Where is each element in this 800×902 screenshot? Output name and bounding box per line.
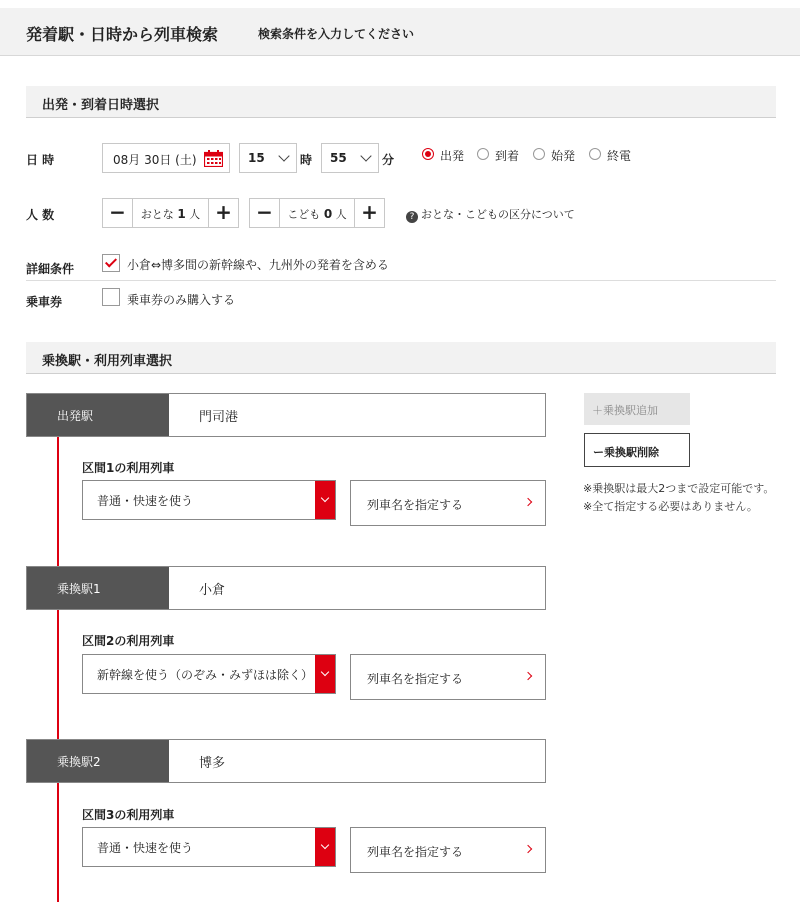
question-circle-icon: ? bbox=[406, 211, 418, 223]
radio-label: 到着 bbox=[495, 149, 520, 163]
train-type-select[interactable] bbox=[82, 480, 336, 520]
minute-unit: 分 bbox=[382, 153, 395, 167]
chevron-down-icon bbox=[360, 150, 371, 161]
segment-title: 区間2の利用列車 bbox=[82, 634, 175, 648]
ticket-only-checkbox-label[interactable]: 乗車券のみ購入する bbox=[127, 293, 236, 307]
transfer-note-optional: ※全て指定する必要はありません。 bbox=[583, 500, 758, 513]
child-count: 0 bbox=[323, 207, 333, 221]
remove-transfer-station-button[interactable]: ー乗換駅削除 bbox=[584, 433, 690, 467]
specify-train-label: 列車名を指定する bbox=[367, 845, 464, 859]
radio-circle[interactable] bbox=[533, 148, 545, 160]
people-label: 人 数 bbox=[26, 208, 55, 222]
adult-label: おとな bbox=[140, 208, 174, 221]
departure-station-field[interactable] bbox=[26, 393, 546, 437]
checkmark-icon bbox=[105, 255, 117, 267]
chevron-right-icon bbox=[524, 498, 532, 506]
route-line bbox=[57, 437, 59, 567]
help-text: おとな・こどもの区分について bbox=[421, 208, 575, 221]
child-minus-button[interactable]: − bbox=[250, 199, 280, 227]
hour-unit: 時 bbox=[300, 153, 313, 167]
section-datetime-title: 出発・到着日時選択 bbox=[42, 98, 160, 113]
train-type-value: 新幹線を使う（のぞみ・みずほは除く） bbox=[97, 668, 314, 682]
minute-value: 55 bbox=[330, 151, 347, 165]
page-header bbox=[0, 8, 800, 56]
page-title: 発着駅・日時から列車検索 bbox=[26, 25, 219, 44]
ticket-label: 乗車券 bbox=[26, 295, 63, 309]
transfer-note-max: ※乗換駅は最大2つまで設定可能です。 bbox=[583, 482, 775, 495]
route-line bbox=[57, 783, 59, 902]
hour-value: 15 bbox=[248, 151, 265, 165]
child-count-display bbox=[280, 206, 354, 222]
train-type-select[interactable] bbox=[82, 654, 336, 694]
segment-title: 区間3の利用列車 bbox=[82, 808, 175, 822]
specify-train-button[interactable] bbox=[350, 480, 546, 526]
minute-select[interactable] bbox=[321, 143, 379, 173]
details-label: 詳細条件 bbox=[26, 262, 75, 276]
date-picker[interactable] bbox=[102, 143, 230, 173]
radio-circle[interactable] bbox=[589, 148, 601, 160]
station-label: 乗換駅1 bbox=[27, 567, 169, 609]
specify-train-button[interactable] bbox=[350, 654, 546, 700]
ticket-only-checkbox[interactable] bbox=[102, 288, 120, 306]
age-category-help-link[interactable] bbox=[406, 206, 575, 223]
add-transfer-station-button[interactable]: ＋乗換駅追加 bbox=[584, 393, 690, 425]
radio-label: 始発 bbox=[551, 149, 576, 163]
radio-circle[interactable] bbox=[477, 148, 489, 160]
calendar-icon[interactable] bbox=[204, 150, 223, 167]
train-type-select[interactable] bbox=[82, 827, 336, 867]
adult-plus-button[interactable]: + bbox=[208, 199, 238, 227]
train-type-value: 普通・快速を使う bbox=[97, 841, 194, 855]
adult-minus-button[interactable]: − bbox=[103, 199, 133, 227]
route-line bbox=[57, 610, 59, 740]
radio-label: 終電 bbox=[607, 149, 632, 163]
specify-train-button[interactable] bbox=[350, 827, 546, 873]
details-checkbox[interactable] bbox=[102, 254, 120, 272]
page-subtitle: 検索条件を入力してください bbox=[258, 27, 415, 41]
specify-train-label: 列車名を指定する bbox=[367, 498, 464, 512]
child-label: こども bbox=[287, 208, 321, 221]
adult-count: 1 bbox=[177, 207, 186, 221]
radio-circle[interactable] bbox=[422, 148, 434, 160]
section-datetime-header bbox=[26, 86, 776, 118]
section-transfer-header bbox=[26, 342, 776, 374]
divider bbox=[26, 280, 776, 281]
details-checkbox-label[interactable]: 小倉⇔博多間の新幹線や、九州外の発着を含める bbox=[127, 258, 389, 272]
station-name: 小倉 bbox=[199, 583, 226, 598]
date-value: 08月 30日 (土) bbox=[113, 153, 197, 167]
datetime-label: 日 時 bbox=[26, 153, 55, 167]
child-plus-button[interactable]: + bbox=[354, 199, 384, 227]
chevron-down-icon bbox=[315, 481, 335, 519]
child-unit: 人 bbox=[335, 208, 347, 221]
adult-unit: 人 bbox=[189, 208, 201, 221]
station-label: 乗換駅2 bbox=[27, 740, 169, 782]
hour-select[interactable] bbox=[239, 143, 297, 173]
chevron-right-icon bbox=[524, 845, 532, 853]
transfer-station-2-field[interactable] bbox=[26, 739, 546, 783]
adult-stepper bbox=[102, 198, 239, 228]
chevron-down-icon bbox=[315, 828, 335, 866]
chevron-down-icon bbox=[315, 655, 335, 693]
station-name: 門司港 bbox=[199, 410, 239, 425]
station-name: 博多 bbox=[199, 756, 226, 771]
transfer-station-1-field[interactable] bbox=[26, 566, 546, 610]
specify-train-label: 列車名を指定する bbox=[367, 672, 464, 686]
station-label: 出発駅 bbox=[27, 394, 169, 436]
train-type-value: 普通・快速を使う bbox=[97, 494, 194, 508]
radio-label: 出発 bbox=[440, 149, 465, 163]
segment-title: 区間1の利用列車 bbox=[82, 461, 175, 475]
adult-count-display bbox=[133, 206, 208, 222]
child-stepper bbox=[249, 198, 385, 228]
chevron-down-icon bbox=[278, 150, 289, 161]
section-transfer-title: 乗換駅・利用列車選択 bbox=[42, 354, 173, 369]
chevron-right-icon bbox=[524, 672, 532, 680]
